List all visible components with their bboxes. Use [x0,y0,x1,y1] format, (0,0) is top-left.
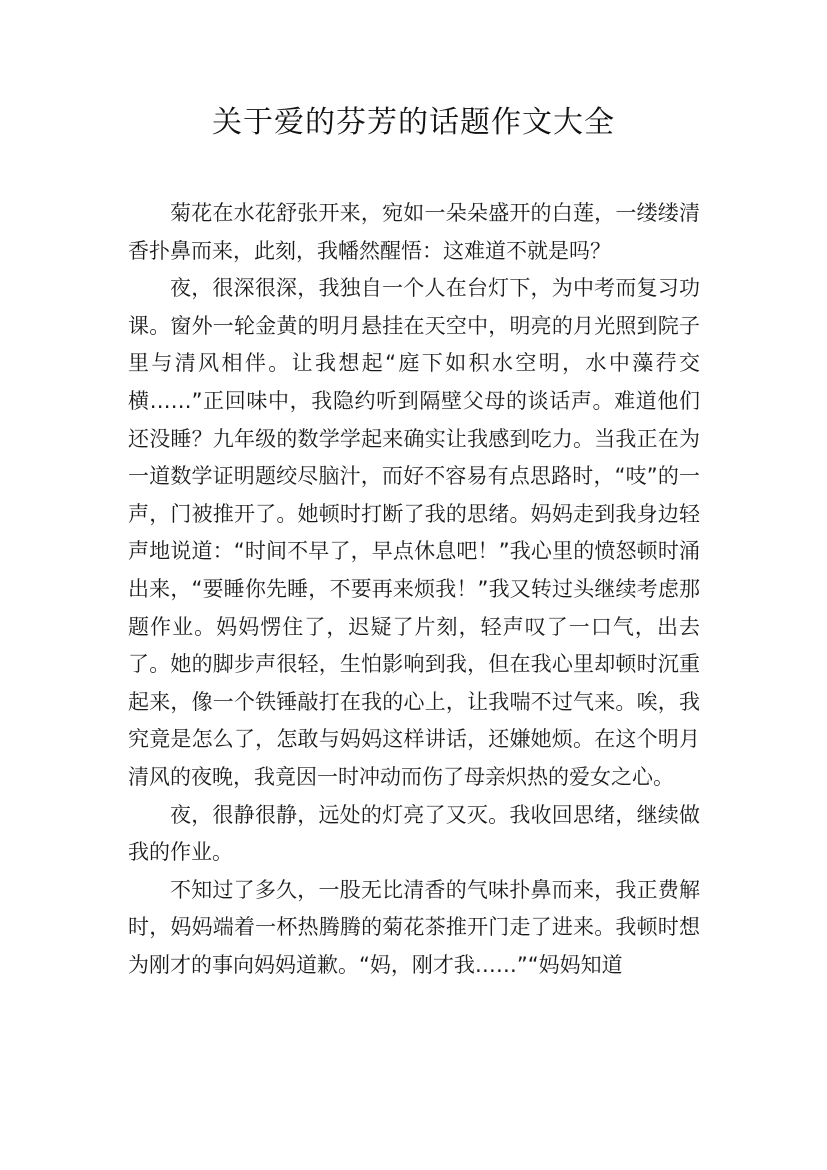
paragraph: 夜，很深很深，我独自一个人在台灯下，为中考而复习功课。窗外一轮金黄的明月悬挂在天空中，明亮的月光照到院子里与清风相伴。让我想起“庭下如积水空明，水中藻荇交横……”正回味中，我隐约听到隔壁父母的谈话声。难道他们还没睡？九年级的数学学起来确实让我感到吃力。当我正在为一道数学证明题绞尽脑汁，而好不容易有点思路时，“吱”的一声，门被推开了。她顿时打断了我的思绪。妈妈走到我身边轻声地说道：“时间不早了，早点休息吧！”我心里的愤怒顿时涌出来，“要睡你先睡，不要再来烦我！”我又转过头继续考虑那题作业。妈妈愣住了，迟疑了片刻，轻声叹了一口气，出去了。她的脚步声很轻，生怕影响到我，但在我心里却顿时沉重起来，像一个铁锤敲打在我的心上，让我喘不过气来。唉，我究竟是怎么了，怎敢与妈妈这样讲话，还嫌她烦。在这个明月清风的夜晚，我竟因一时冲动而伤了母亲炽热的爱女之心。 [128,276,700,789]
paragraph: 菊花在水花舒张开来，宛如一朵朵盛开的白莲，一缕缕清香扑鼻而来，此刻，我幡然醒悟：这难道不就是吗？ [128,201,700,263]
document-body [128,195,700,984]
paragraph: 不知过了多久，一股无比清香的气味扑鼻而来，我正费解时，妈妈端着一杯热腾腾的菊花茶推开门走了进来。我顿时想为刚才的事向妈妈道歉。“妈，刚才我……”“妈妈知道 [128,877,700,977]
document-title: 关于爱的芬芳的话题作文大全 [212,105,615,140]
paragraph: 夜，很静很静，远处的灯亮了又灭。我收回思绪，继续做我的作业。 [128,802,700,865]
